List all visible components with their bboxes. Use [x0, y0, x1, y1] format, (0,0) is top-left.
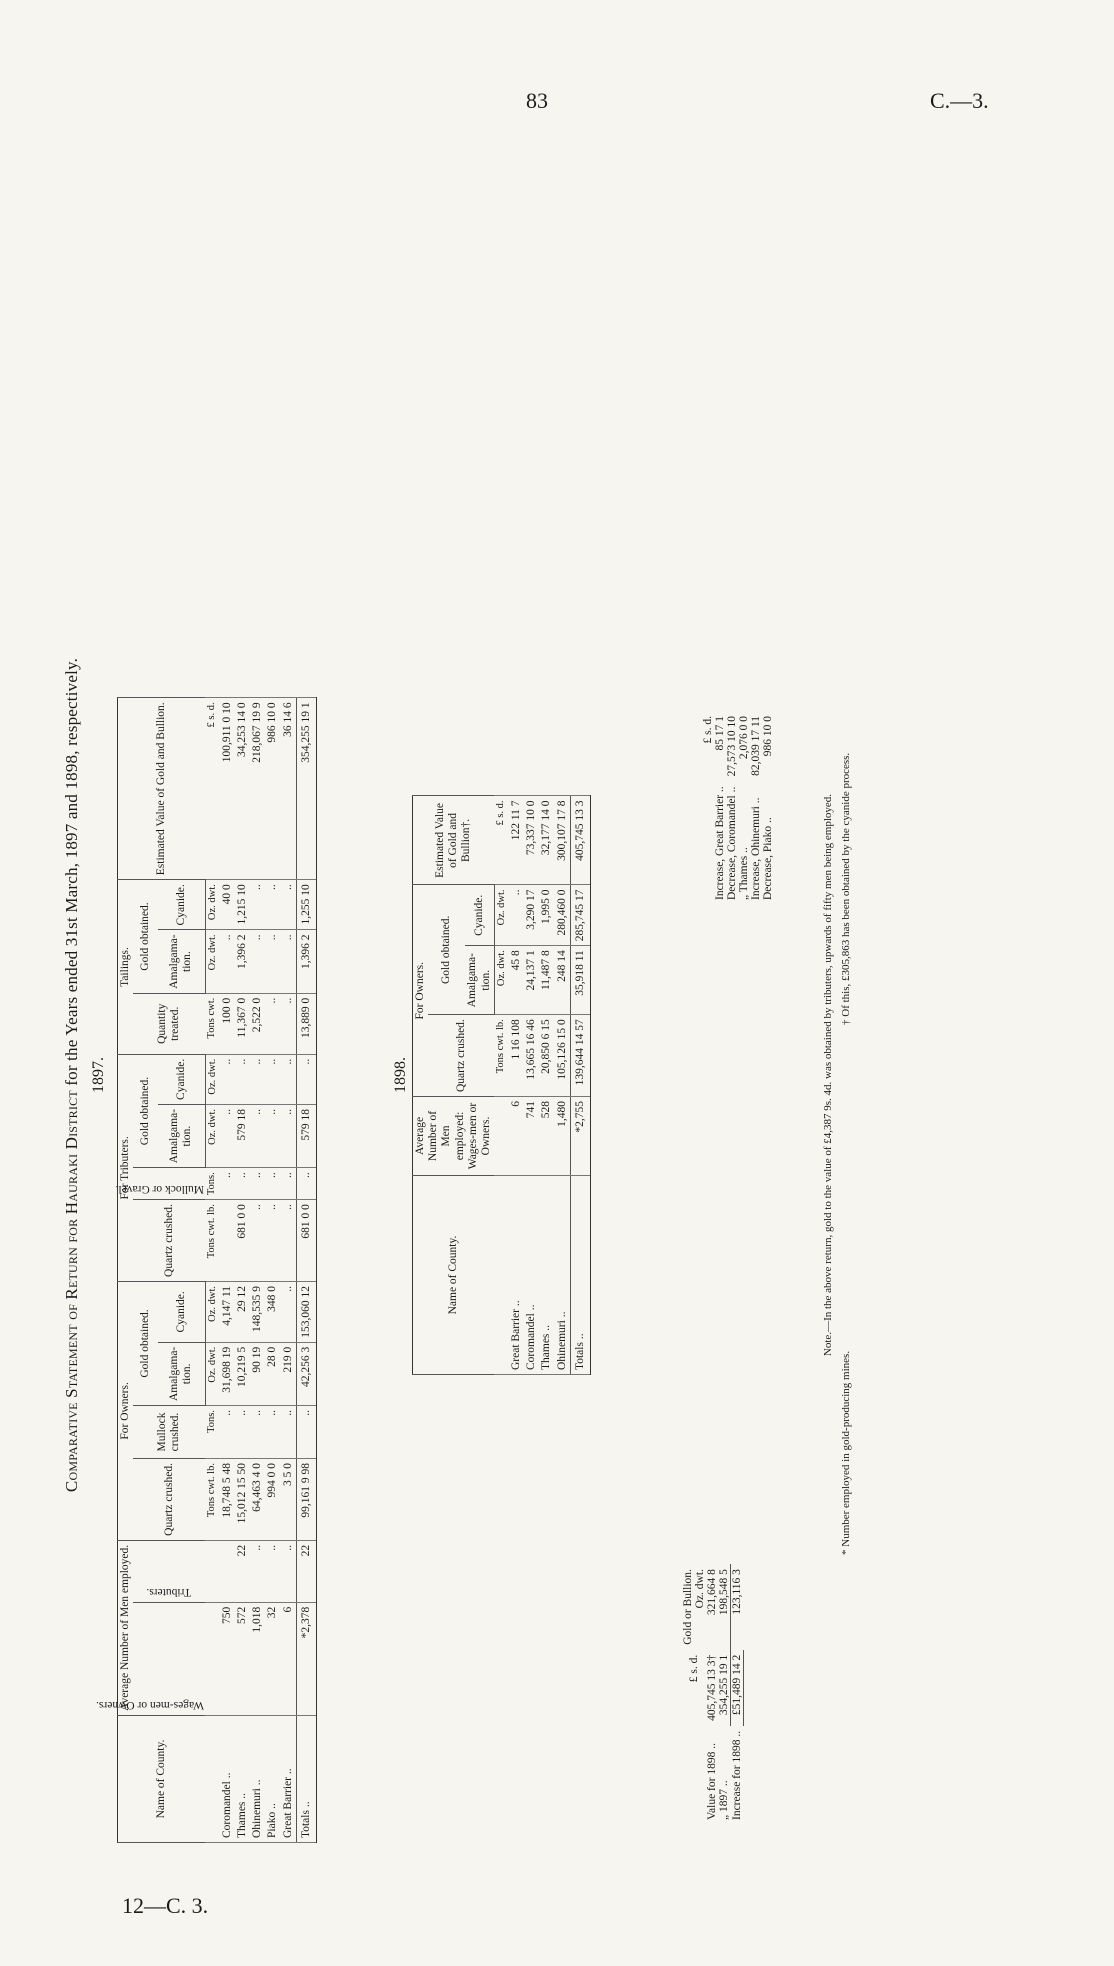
table-cell: .. [235, 1406, 250, 1459]
table-cell: 64,463 4 0 [250, 1459, 265, 1541]
table-cell: .. [250, 1540, 265, 1602]
value-comparison-body [706, 1564, 744, 1825]
table-row [524, 796, 539, 1375]
table-cell: 15,012 15 50 [235, 1459, 250, 1541]
table-cell: 741 [524, 1097, 539, 1176]
unit-cell [494, 1176, 509, 1375]
table-cell: 122 11 7 [509, 796, 524, 885]
unit-cell [205, 1716, 220, 1843]
tributers-label: Tributers. [146, 1585, 192, 1598]
totals-cell: 22 [296, 1540, 316, 1602]
table-cell: .. [509, 885, 524, 946]
totals-cell: 35,918 11 [570, 946, 590, 1015]
table-cell: 6 [281, 1602, 297, 1715]
table-cell: 10,219 5 [235, 1342, 250, 1405]
change-label: Decrease, Piako .. [762, 817, 774, 900]
comparison-gold: 198,548 5 [718, 1569, 730, 1616]
table-cell: .. [265, 930, 280, 993]
units-row [205, 698, 220, 1843]
col-1898-amalgamation: Amalgama-tion. [465, 946, 494, 1015]
county-name: Thames .. [235, 1716, 250, 1843]
note-tributers: Note.—In the above return, gold to the value of £4,387 9s. 4d. was obtained by tributers, upwards of fifty men being employed. [822, 793, 834, 1357]
unit-cell: Tons cwt. lb. [205, 1459, 220, 1541]
table-cell: .. [281, 930, 297, 993]
table-cell: 18,748 5 48 [220, 1459, 235, 1541]
col-1898-for-owners: For Owners. [413, 885, 429, 1097]
change-row [750, 711, 762, 905]
table-cell: 280,460 0 [555, 885, 571, 946]
comparison-gold: 123,116 3 [731, 1564, 744, 1650]
table-cell [220, 1200, 235, 1282]
change-value: 986 10 0 [762, 715, 774, 757]
table-cell: 3 5 0 [281, 1459, 297, 1541]
totals-label: Totals .. [296, 1716, 316, 1843]
table-cell: 32 [265, 1602, 280, 1715]
totals-cell: 354,255 19 1 [296, 698, 316, 880]
totals-cell: .. [296, 1406, 316, 1459]
col-trib-quartz: Quartz crushed. [133, 1200, 205, 1282]
wages-men-label: Wages-men or Owners. [96, 1699, 205, 1711]
col-1898-quartz: Quartz crushed. [428, 1015, 494, 1097]
table-cell: 1,396 2 [235, 930, 250, 993]
table-cell: 300,107 17 8 [555, 796, 571, 885]
cmp-gold-header-text: Gold or Bullion. [682, 1569, 694, 1645]
col-1898-avg-men: Average Number of Men employed: Wages-men or Owners. [413, 1097, 495, 1176]
table-cell: .. [250, 930, 265, 993]
col-1898-estimated-value: Estimated Value of Gold and Bullion†. [413, 796, 495, 885]
table-cell: 22 [235, 1540, 250, 1602]
table-cell: .. [281, 1540, 297, 1602]
col-county: Name of County. [118, 1716, 206, 1843]
table-cell: .. [220, 1406, 235, 1459]
table-cell: .. [281, 1406, 297, 1459]
table-cell: 45 8 [509, 946, 524, 1015]
col-owner-cyanide: Cyanide. [158, 1281, 205, 1342]
cmp-gold-header [682, 1564, 706, 1650]
comparison-label: „ 1897 .. [718, 1780, 731, 1820]
table-row [265, 698, 280, 1843]
comparison-gold: 321,664 8 [706, 1569, 718, 1616]
unit-cell [205, 1602, 220, 1715]
table-cell: 1,480 [555, 1097, 571, 1176]
table-cell: 90 19 [250, 1342, 265, 1405]
col-trib-amalgamation: Amalgama-tion. [158, 1104, 205, 1167]
totals-row [296, 698, 316, 1843]
cmp-gold-units: Oz. dwt. [694, 1569, 706, 1609]
col-for-owners: For Owners. [118, 1281, 134, 1540]
footnote-star: * Number employed in gold-producing mines. [840, 1350, 852, 1555]
change-label: Increase, Great Barrier .. [714, 786, 726, 900]
year-1897-label: 1897. [90, 1057, 107, 1093]
table-cell: 11,487 8 [539, 946, 554, 1015]
unit-cell: £ s. d. [494, 796, 509, 885]
totals-label: Totals .. [570, 1176, 590, 1375]
units-row [494, 796, 509, 1375]
col-avg-men: Average Number of Men employed. [118, 1540, 134, 1715]
cmp-money-units: £ s. d. [688, 1654, 700, 1683]
table-cell: 528 [539, 1097, 554, 1176]
totals-cell: 139,644 14 57 [570, 1015, 590, 1097]
table-cell: 100 0 [220, 993, 235, 1054]
totals-cell: 1,396 2 [296, 930, 316, 993]
table-cell: .. [281, 993, 297, 1054]
county-changes-table [702, 711, 774, 905]
col-tributers-count [133, 1540, 205, 1602]
change-label: „ Thames .. [738, 847, 750, 900]
totals-cell: .. [296, 1054, 316, 1104]
county-name: Coromandel .. [524, 1176, 539, 1375]
table-cell: .. [281, 1200, 297, 1282]
totals-cell: 42,256 3 [296, 1342, 316, 1405]
table-cell: 105,126 15 0 [555, 1015, 571, 1097]
comparison-money: 354,255 19 1 [718, 1654, 730, 1716]
table-cell: .. [235, 1054, 250, 1104]
table-cell: 218,067 19 9 [250, 698, 265, 880]
table-cell: 31,698 19 [220, 1342, 235, 1405]
col-tail-amalgamation: Amalgama-tion. [158, 930, 205, 993]
table-cell: 28 0 [265, 1342, 280, 1405]
unit-cell: Oz. dwt. [205, 1054, 220, 1104]
change-row [762, 711, 774, 905]
table-row [509, 796, 524, 1375]
change-row [714, 711, 726, 905]
year-1898-label: 1898. [392, 1057, 409, 1093]
totals-cell: 1,255 10 [296, 880, 316, 930]
totals-cell: 13,889 0 [296, 993, 316, 1054]
table-row [281, 698, 297, 1843]
table-cell: .. [281, 1281, 297, 1342]
unit-cell: Tons. [205, 1406, 220, 1459]
table-cell: .. [265, 1200, 280, 1282]
table-cell: 24,137 1 [524, 946, 539, 1015]
rotated-page-content [62, 245, 1062, 1905]
unit-cell: Tons cwt. [205, 993, 220, 1054]
totals-cell: 681 0 0 [296, 1200, 316, 1282]
table-cell: .. [250, 880, 265, 930]
table-cell: .. [265, 1104, 280, 1167]
unit-cell [494, 1097, 509, 1176]
table-cell: 348 0 [265, 1281, 280, 1342]
change-value: 27,573 10 10 [726, 715, 738, 777]
table-cell: .. [265, 880, 280, 930]
col-trib-gold: Gold obtained. [133, 1054, 158, 1168]
table-cell: .. [265, 1168, 280, 1200]
table-cell: 1,018 [250, 1602, 265, 1715]
unit-cell: Tons cwt. lb. [205, 1200, 220, 1282]
unit-cell [205, 1540, 220, 1602]
totals-cell: .. [296, 1168, 316, 1200]
table-cell: 248 14 [555, 946, 571, 1015]
col-quantity-treated: Quantity treated. [133, 993, 205, 1054]
table-cell: 20,850 6 15 [539, 1015, 554, 1097]
col-1898-county: Name of County. [413, 1176, 495, 1375]
table-cell: .. [220, 930, 235, 993]
table-cell: .. [250, 1200, 265, 1282]
comparison-label: Value for 1898 .. [706, 1743, 718, 1820]
col-for-tributers: For Tributers. [118, 1054, 134, 1281]
table-1898-body [494, 796, 590, 1375]
changes-units: £ s. d. [702, 715, 714, 744]
table-cell: .. [265, 1540, 280, 1602]
totals-row [570, 796, 590, 1375]
totals-cell: *2,378 [296, 1602, 316, 1715]
table-cell: 994 0 0 [265, 1459, 280, 1541]
totals-cell: 285,745 17 [570, 885, 590, 946]
table-cell: 13,665 16 46 [524, 1015, 539, 1097]
comparison-money: £51,489 14 2 [731, 1650, 744, 1726]
table-row [235, 698, 250, 1843]
county-name: Coromandel .. [220, 1716, 235, 1843]
change-label: Decrease, Coromandel .. [726, 786, 738, 900]
totals-cell: 579 18 [296, 1104, 316, 1167]
table-cell: 1 16 108 [509, 1015, 524, 1097]
table-title [62, 265, 82, 1885]
table-row [555, 796, 571, 1375]
table-cell: 36 14 6 [281, 698, 297, 880]
totals-cell: 99,161 9 98 [296, 1459, 316, 1541]
comparison-money: 405,745 13 3† [706, 1654, 718, 1721]
table-cell: .. [250, 1104, 265, 1167]
table-cell: .. [220, 1168, 235, 1200]
col-owner-amalgamation: Amalgama-tion. [158, 1342, 205, 1405]
table-cell: .. [281, 1168, 297, 1200]
table-cell: .. [265, 993, 280, 1054]
col-trib-cyanide: Cyanide. [158, 1054, 205, 1104]
table-cell: 32,177 14 0 [539, 796, 554, 885]
unit-cell: Oz. dwt. [205, 930, 220, 993]
unit-cell: Tons cwt. lb. [494, 1015, 509, 1097]
unit-cell: Oz. dwt. [205, 1281, 220, 1342]
county-changes-body [714, 711, 774, 905]
table-cell: 73,337 10 0 [524, 796, 539, 885]
change-value: 85 17 1 [714, 715, 726, 751]
unit-cell: Tons. [205, 1168, 220, 1200]
table-cell: 29 12 [235, 1281, 250, 1342]
comparison-row [718, 1564, 731, 1825]
unit-cell: Oz. dwt. [494, 885, 509, 946]
table-cell: .. [281, 880, 297, 930]
table-cell: 100,911 0 10 [220, 698, 235, 880]
county-name: Great Barrier .. [281, 1716, 297, 1843]
table-cell: .. [281, 1104, 297, 1167]
value-comparison-table [682, 1564, 744, 1825]
table-cell: 6 [509, 1097, 524, 1176]
title-suffix: for the Years ended 31st March, 1897 and 1898, respectively. [62, 657, 81, 1086]
table-cell: 1,215 10 [235, 880, 250, 930]
col-1898-gold: Gold obtained. [428, 885, 465, 1015]
county-name: Ohinemuri .. [250, 1716, 265, 1843]
table-cell: .. [265, 1054, 280, 1104]
table-cell: 4,147 11 [220, 1281, 235, 1342]
comparison-row [731, 1564, 744, 1825]
table-cell: 572 [235, 1602, 250, 1715]
col-owner-mullock: Mullock crushed. [133, 1406, 205, 1459]
table-cell: .. [220, 1054, 235, 1104]
title-prefix: Comparative Statement of Return for Hauraki District [62, 1090, 81, 1493]
footnote-dagger: † Of this, £305,863 has been obtained by the cyanide process. [840, 752, 852, 1025]
document-reference: C.—3. [930, 88, 989, 113]
table-cell: 579 18 [235, 1104, 250, 1167]
table-row [250, 698, 265, 1843]
county-name: Great Barrier .. [509, 1176, 524, 1375]
county-changes [702, 711, 774, 905]
table-cell: 40 0 [220, 880, 235, 930]
table-cell: .. [250, 1406, 265, 1459]
unit-cell: Oz. dwt. [205, 1104, 220, 1167]
col-tail-cyanide: Cyanide. [158, 880, 205, 930]
mullock-gravel-label: Mullock or Gravel. [115, 1183, 205, 1196]
comparison-row [706, 1564, 718, 1825]
table-1897-body [205, 698, 316, 1843]
change-row [726, 711, 738, 905]
table-cell: 681 0 0 [235, 1200, 250, 1282]
change-value: 82,039 17 11 [750, 715, 762, 776]
table-cell: 986 10 0 [265, 698, 280, 880]
county-name: Piako .. [265, 1716, 280, 1843]
col-owner-gold: Gold obtained. [133, 1281, 158, 1405]
table-row [220, 698, 235, 1843]
totals-cell: *2,755 [570, 1097, 590, 1176]
table-cell: 219 0 [281, 1342, 297, 1405]
table-cell: 2,522 0 [250, 993, 265, 1054]
unit-cell: Oz. dwt. [494, 946, 509, 1015]
unit-cell: Oz. dwt. [205, 1342, 220, 1405]
county-name: Ohinemuri .. [555, 1176, 571, 1375]
table-row [539, 796, 554, 1375]
table-cell: .. [250, 1168, 265, 1200]
table-cell: .. [281, 1054, 297, 1104]
county-name: Thames .. [539, 1176, 554, 1375]
comparison-label: Increase for 1898 .. [731, 1730, 743, 1820]
col-tail-gold: Gold obtained. [133, 880, 158, 994]
change-label: Increase, Ohinemuri .. [750, 797, 762, 900]
unit-cell: £ s. d. [205, 698, 220, 880]
table-cell: 3,290 17 [524, 885, 539, 946]
table-1898-wrapper [412, 795, 591, 1375]
totals-cell: 153,060 12 [296, 1281, 316, 1342]
table-1898 [412, 795, 591, 1375]
change-value: 2,076 0 0 [738, 715, 750, 760]
col-owner-quartz: Quartz crushed. [133, 1459, 205, 1541]
table-cell [220, 1540, 235, 1602]
table-cell: .. [265, 1406, 280, 1459]
col-1898-cyanide: Cyanide. [465, 885, 494, 946]
table-cell: 1,995 0 [539, 885, 554, 946]
table-cell: .. [250, 1054, 265, 1104]
table-cell: .. [220, 1104, 235, 1167]
value-comparison [682, 1564, 744, 1825]
unit-cell: Oz. dwt. [205, 880, 220, 930]
table-cell: 11,367 0 [235, 993, 250, 1054]
totals-cell: 405,745 13 3 [570, 796, 590, 885]
table-cell: 148,535 9 [250, 1281, 265, 1342]
changes-blank [702, 781, 714, 905]
col-tailings: Tailings. [118, 880, 134, 1055]
col-estimated-value: Estimated Value of Gold and Bullion. [118, 698, 206, 880]
table-cell: 34,253 14 0 [235, 698, 250, 880]
change-row [738, 711, 750, 905]
table-cell: .. [235, 1168, 250, 1200]
bottom-reference: 12—C. 3. [122, 1893, 209, 1918]
page-number: 83 [526, 88, 548, 113]
table-cell: 750 [220, 1602, 235, 1715]
cmp-blank [682, 1726, 706, 1825]
